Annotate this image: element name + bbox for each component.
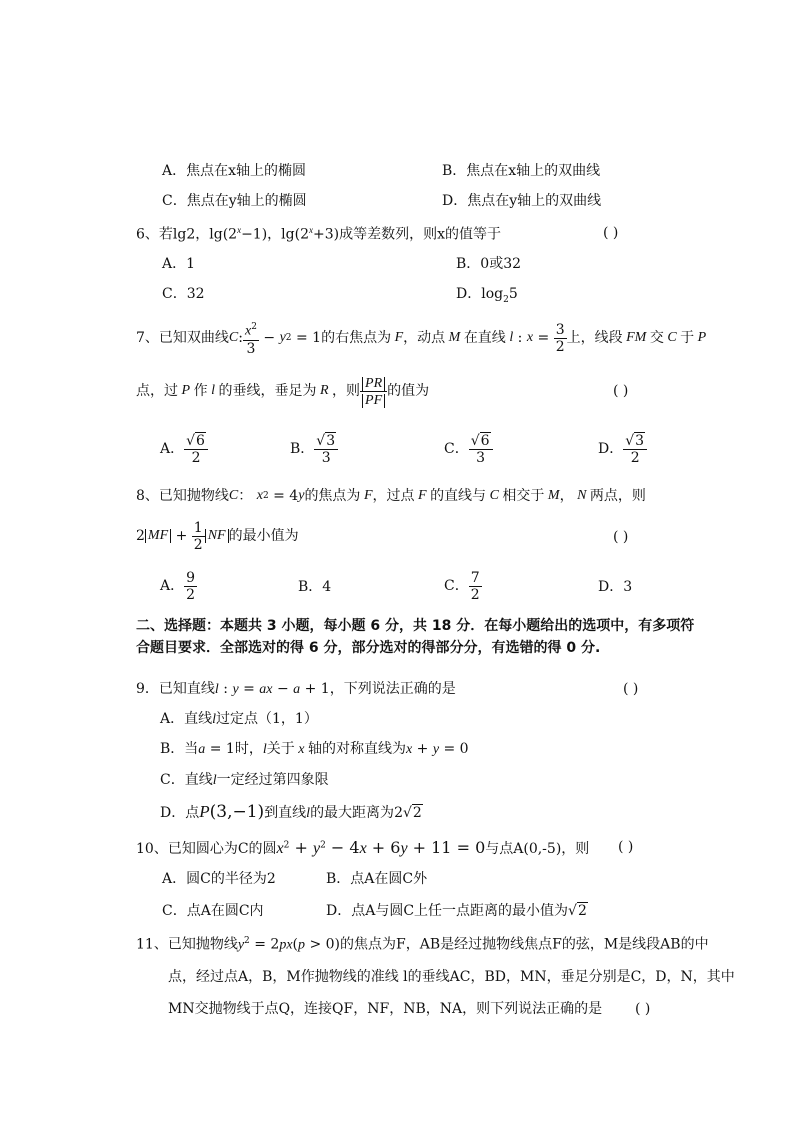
q7-option-c: C． $\frac{√6}{3}$ <box>444 428 493 470</box>
q10-option-a: A．圆C的半径为2 <box>162 871 276 887</box>
section2-instructions-line1: 二、选择题：本题共 3 小题，每小题 6 分，共 18 分．在每小题给出的选项中，有多项符 <box>136 618 695 634</box>
q9-answer-blank: ( ) <box>623 681 639 697</box>
q8-option-d: D．3 <box>598 579 633 595</box>
q6-answer-blank: ( ) <box>603 225 619 241</box>
q7-option-d: D． $\frac{√3}{2}$ <box>598 428 647 470</box>
q8-option-b: B．4 <box>298 579 332 595</box>
q6-option-a: A．1 <box>162 256 196 272</box>
q9-option-b: B．当a = 1时，l关于 x 轴的对称直线为x + y = 0 <box>160 741 469 757</box>
q7-stem-line1: 7、已知双曲线 C : $\frac{x^2}{3}$ − y 2 = 1 的右焦点为 F ，动点 M 在直线 l : x = $\frac{3}{2}$ 上，线段 FM 交 C 于 P <box>136 321 707 357</box>
q10-option-b: B．点A在圆C外 <box>326 871 428 887</box>
q8-option-a: A． $\frac{9}{2}$ <box>160 569 196 603</box>
q8-stem-line1: 8、已知抛物线 C ： x 2 = 4 y 的焦点为 F ，过点 F 的直线与 C 相交于 M ， N 两点，则 <box>136 488 646 504</box>
q8-answer-blank: ( ) <box>613 529 629 545</box>
q5-option-c: C．焦点在y轴上的椭圆 <box>162 193 307 209</box>
q10-option-c: C．点A在圆C内 <box>162 903 264 919</box>
q8-option-c: C． $\frac{7}{2}$ <box>444 569 480 603</box>
q6-stem: 6、若lg2，$\lg(2^x-1)$，$\lg(2^x+3)$成等差数列，则x的值等于 <box>136 225 501 243</box>
q9-option-a: A．直线l过定点（1，1） <box>160 711 318 727</box>
q8-stem-line2: 2 MF + $\frac{1}{2}$ NF 的最小值为 <box>136 519 299 553</box>
q10-answer-blank: ( ) <box>618 839 634 855</box>
q9-stem: 9．已知直线l : y = ax − a + 1，下列说法正确的是 <box>136 681 456 697</box>
q11-stem-line3: MN交抛物线于点Q，连接QF，NF，NB，NA，则下列说法正确的是 <box>168 1001 603 1017</box>
q6-option-d: D．$\log_25$ <box>456 286 518 305</box>
q10-option-d: D．点A与圆C上任一点距离的最小值为√2 <box>326 903 587 919</box>
q11-stem-line2: 点，经过点A，B，M作抛物线的准线 l的垂线AC，BD，MN，垂足分别是C，D，N，其中 <box>168 969 735 985</box>
q6-option-c: C．32 <box>162 286 205 302</box>
q5-option-a: A．焦点在x轴上的椭圆 <box>162 163 307 179</box>
q7-option-b: B． $\frac{√3}{3}$ <box>290 428 338 470</box>
q7-stem-line2: 点，过 P 作 l 的垂线，垂足为 R ，则 $\frac{PR}{PF}$ 的值为 <box>136 375 430 408</box>
q6-option-b: B．0或32 <box>456 256 522 272</box>
q9-option-d: D．点P(3,−1)到直线l的最大距离为2√2 <box>160 802 422 822</box>
section2-instructions-line2: 合题目要求．全部选对的得 6 分，部分选对的得部分分，有选错的得 0 分. <box>136 640 601 656</box>
q7-answer-blank: ( ) <box>613 383 629 399</box>
q7-option-a: A． $\frac{√6}{2}$ <box>160 428 208 470</box>
q5-option-d: D．焦点在y轴上的双曲线 <box>442 193 602 209</box>
q9-option-c: C．直线l一定经过第四象限 <box>160 772 329 788</box>
q5-option-b: B．焦点在x轴上的双曲线 <box>442 163 601 179</box>
q10-stem: 10、已知圆心为C的圆$x^2 + y^2 - 4x + 6y + 11 = 0$与点A(0,-5)，则 <box>136 838 590 857</box>
q11-stem-line1: 11、已知抛物线$y^2 = 2px(p > 0)$的焦点为F，AB是经过抛物线焦点F的弦，M是线段AB的中 <box>136 936 709 953</box>
q11-answer-blank: ( ) <box>635 1001 651 1017</box>
